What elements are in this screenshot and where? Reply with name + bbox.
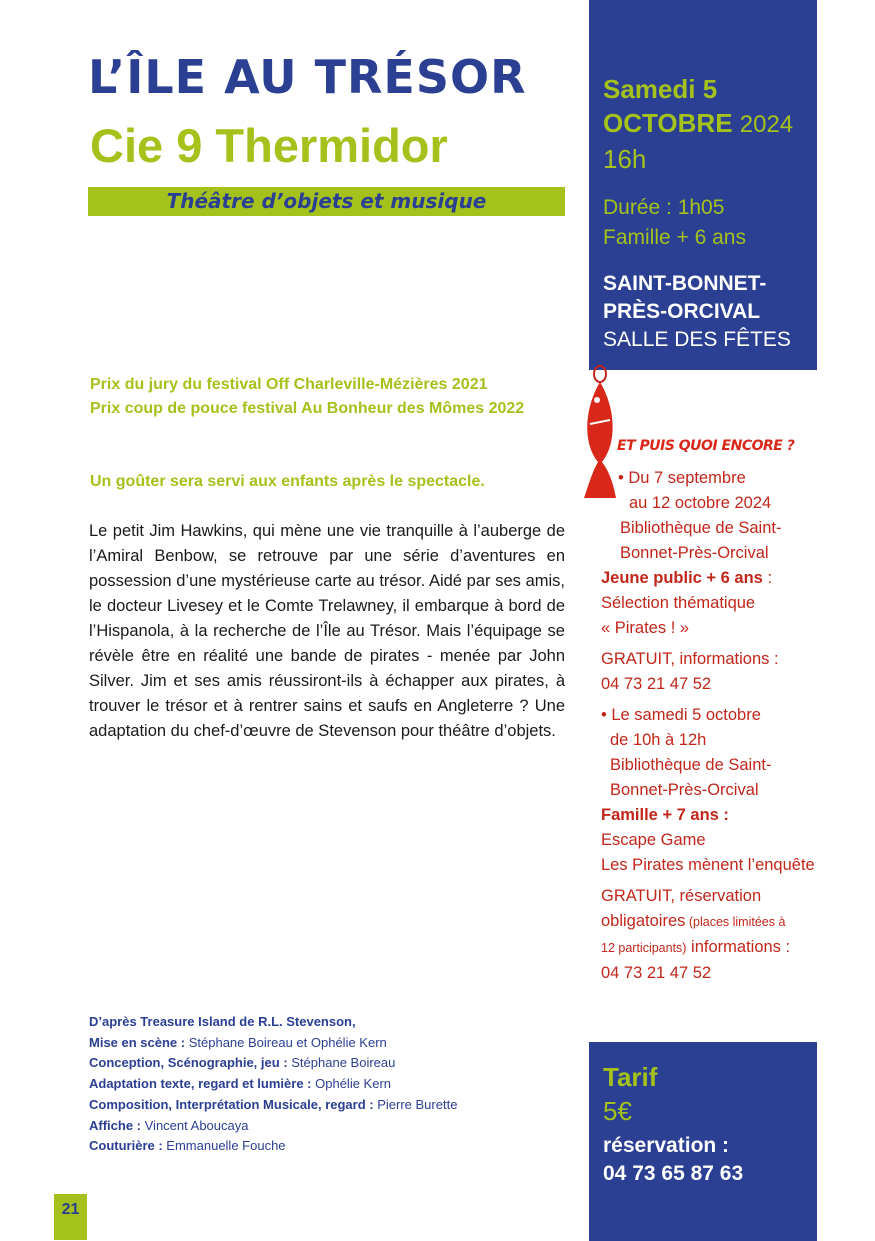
credit-row: [89, 1074, 457, 1095]
event-year: 2024: [739, 111, 794, 138]
item2-info2-small: (places limitées à: [685, 915, 786, 929]
item1-colon: :: [762, 569, 773, 587]
page-number: 21: [54, 1194, 87, 1240]
credit-label: Affiche :: [89, 1117, 141, 1133]
prize-2: Prix coup de pouce festival Au Bonheur des Mômes 2022: [90, 400, 525, 417]
snack-note: Un goûter sera servi aux enfants après le spectacle.: [90, 473, 485, 490]
prize-1: Prix du jury du festival Off Charleville-Mézières 2021: [90, 376, 488, 393]
event-details: [603, 193, 746, 253]
event-date: [603, 72, 793, 176]
reservation: [603, 1132, 743, 1188]
page-title: L’ÎLE AU TRÉSOR: [88, 50, 527, 104]
event-venue: [603, 270, 791, 354]
credit-label: Conception, Scénographie, jeu :: [89, 1055, 288, 1071]
credit-label: Adaptation texte, regard et lumière :: [89, 1076, 312, 1092]
venue-town-1: SAINT-BONNET-: [603, 272, 767, 295]
credit-label: Couturière :: [89, 1138, 163, 1154]
item1-info1: GRATUIT, informations :: [601, 650, 779, 668]
event-audience: Famille + 6 ans: [603, 226, 746, 249]
credit-value: Emmanuelle Fouche: [166, 1138, 286, 1154]
venue-hall: SALLE DES FÊTES: [603, 328, 791, 351]
credit-row: [89, 1033, 457, 1054]
credits-source: D’après Treasure Island de R.L. Stevenson,: [89, 1014, 356, 1029]
item2-line2: de 10h à 12h: [610, 731, 707, 749]
prizes: [90, 373, 524, 421]
credit-label: Mise en scène :: [89, 1034, 186, 1050]
item1-desc2: « Pirates ! »: [601, 619, 690, 637]
item2-public: Famille + 7 ans :: [601, 806, 729, 824]
credit-value: Vincent Aboucaya: [144, 1117, 249, 1133]
item2-info2: obligatoires: [601, 912, 686, 930]
credit-row: [89, 1095, 457, 1116]
item1-public: Jeune public + 6 ans: [601, 569, 763, 587]
item1-line4: Bonnet-Près-Orcival: [620, 544, 769, 562]
item1-line1: • Du 7 septembre: [618, 469, 746, 487]
tarif-label: Tarif: [603, 1062, 658, 1092]
event-time: 16h: [603, 144, 647, 174]
item1-line3: Bibliothèque de Saint-: [620, 519, 782, 537]
item1-desc1: Sélection thématique: [601, 594, 756, 612]
item1-line2: au 12 octobre 2024: [629, 494, 772, 512]
credit-value: Stéphane Boireau et Ophélie Kern: [188, 1034, 387, 1050]
tarif-price: 5€: [603, 1096, 632, 1126]
synopsis: Le petit Jim Hawkins, qui mène une vie tranquille à l’auberge de l’Amiral Benbow, se retrouve par une série d’aventures en possession d’une mystérieuse carte au trésor. Aidé par ses amis, le docteur Livesey et le Comte Trelawney, il embarque à bord de l’Hispanola, à la recherche de l’Île au Trésor. Mais l’équipage se révèle être en réalité une bande de pirates - menée par John Silver. Jim et ses amis réussiront-ils à échapper aux pirates, à trouver le trésor et à rentrer sains et saufs en Angleterre ? Une adaptation du chef-d’œuvre de Stevenson pour théâtre d’objets.: [89, 522, 565, 740]
credit-row: [89, 1116, 457, 1137]
genre-label: Théâtre d’objets et musique: [166, 189, 487, 213]
credit-value: Ophélie Kern: [315, 1076, 392, 1092]
pricing: [603, 1060, 657, 1128]
item2-desc1: Escape Game: [601, 831, 706, 849]
item2-info1: GRATUIT, réservation: [601, 887, 762, 905]
item2-desc2: Les Pirates mènent l’enquête: [601, 856, 815, 874]
credit-row: [89, 1053, 457, 1074]
reservation-label: réservation :: [603, 1134, 730, 1157]
sidebar-heading: ET PUIS QUOI ENCORE ?: [617, 438, 795, 454]
event-month: OCTOBRE: [603, 108, 733, 138]
item2-info3-small: 12 participants): [601, 941, 687, 955]
credits: [89, 1012, 457, 1157]
reservation-phone: 04 73 65 87 63: [603, 1162, 744, 1185]
side-activities: [601, 466, 815, 986]
credit-value: Stéphane Boireau: [291, 1055, 396, 1071]
credit-label: Composition, Interprétation Musicale, regard :: [89, 1096, 374, 1112]
item2-info4: 04 73 21 47 52: [601, 964, 712, 982]
item1-info2: 04 73 21 47 52: [601, 675, 712, 693]
credit-value: Pierre Burette: [377, 1096, 458, 1112]
credit-row: [89, 1136, 457, 1157]
item2-line1: • Le samedi 5 octobre: [601, 706, 761, 724]
item2-line4: Bonnet-Près-Orcival: [610, 781, 759, 799]
company-name: Cie 9 Thermidor: [90, 119, 448, 172]
item2-line3: Bibliothèque de Saint-: [610, 756, 772, 774]
event-duration: Durée : 1h05: [603, 196, 725, 219]
event-day: Samedi 5: [603, 74, 718, 104]
venue-town-2: PRÈS-ORCIVAL: [603, 300, 761, 323]
item2-info3: informations :: [686, 938, 791, 956]
